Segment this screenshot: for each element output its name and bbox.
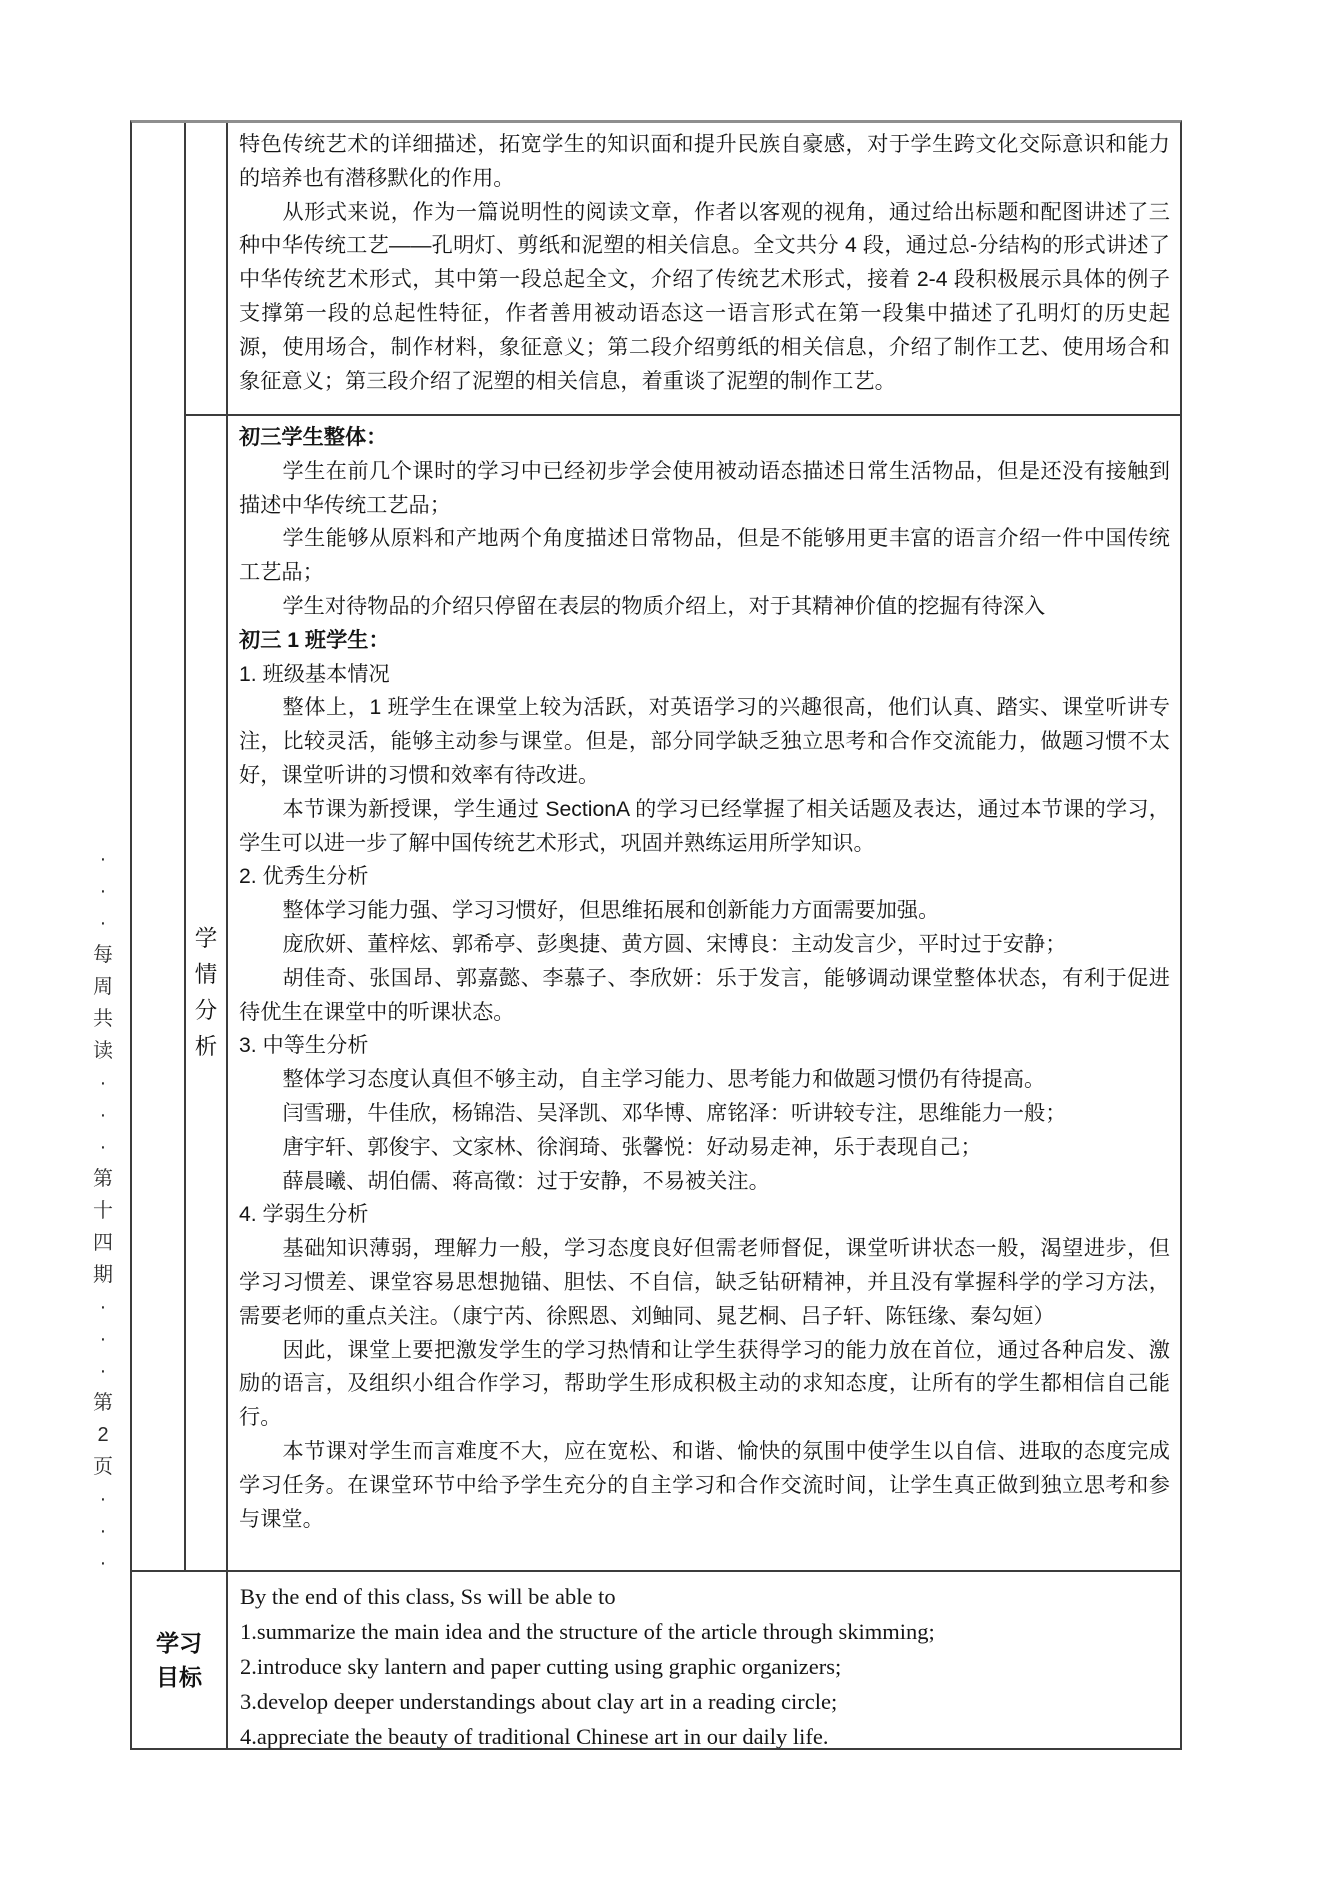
row-label-empty-cell [132, 123, 186, 1572]
paragraph: 初三学生整体： [239, 426, 388, 449]
margin-note-char: · [99, 1552, 107, 1574]
learning-objectives-label-cell [132, 1572, 228, 1748]
paragraph: 唐宇轩、郭俊宇、文家林、徐润琦、张馨悦：好动易走神，乐于表现自己； [282, 1135, 982, 1159]
learning-objectives-content [228, 1572, 1180, 1748]
margin-note-char: 页 [93, 1456, 113, 1478]
paragraph: 初三 1 班学生： [239, 628, 390, 652]
margin-note-char: 每 [93, 944, 113, 966]
objective-line: 1.summarize the main idea and the structure of the article through skimming; [240, 1619, 935, 1644]
margin-note-char: · [99, 1520, 107, 1542]
margin-note-char: 期 [93, 1264, 113, 1286]
margin-note-char: · [99, 880, 107, 902]
label-line: 目标 [156, 1664, 202, 1690]
lesson-plan-table [130, 120, 1182, 1750]
paragraph: 整体学习能力强、学习习惯好，但思维拓展和创新能力方面需要加强。 [282, 899, 940, 923]
paragraph: 因此，课堂上要把激发学生的学习热情和让学生获得学习的能力放在首位，通过各种启发、激励的语言，及组织小组合作学习，帮助学生形成积极主动的求知态度，让所有的学生都相信自己能行。 [239, 1338, 1170, 1430]
margin-note-char: 2 [97, 1424, 109, 1446]
paragraph: 整体上，1 班学生在课堂上较为活跃，对英语学习的兴趣很高，他们认真、踏实、课堂听讲专注，比较灵活，能够主动参与课堂。但是，部分同学缺乏独立思考和合作交流能力，做题习惯不太好，课堂听讲的习惯和效率有待改进。 [239, 696, 1170, 787]
margin-note [86, 843, 120, 1579]
paragraph: 庞欣妍、董梓炫、郭希亭、彭奥捷、黄方圆、宋博良：主动发言少，平时过于安静； [282, 932, 1067, 956]
margin-note-char: · [99, 1136, 107, 1158]
student-analysis-label-cell [186, 416, 228, 1572]
paragraph: 胡佳奇、张国昂、郭嘉懿、李慕子、李欣妍：乐于发言，能够调动课堂整体状态，有利于促进待优生在课堂中的听课状态。 [239, 966, 1170, 1024]
paragraph: 基础知识薄弱，理解力一般，学习态度良好但需老师督促，课堂听讲状态一般，渴望进步，但学习习惯差、课堂容易思想抛锚、胆怯、不自信，缺乏钻研精神，并且没有掌握科学的学习方法，需要老师的重点关注。（康宁芮、徐熙恩、刘鲉同、晁艺桐、吕子轩、陈钰缘、秦勾姮） [239, 1237, 1170, 1328]
paragraph: 学生对待物品的介绍只停留在表层的物质介绍上，对于其精神价值的挖掘有待深入 [282, 594, 1046, 618]
paragraph: 本节课为新授课，学生通过 SectionA 的学习已经掌握了相关话题及表达，通过本节课的学习，学生可以进一步了解中国传统艺术形式，巩固并熟练运用所学知识。 [239, 797, 1170, 855]
margin-note-char: · [99, 1488, 107, 1510]
paragraph: 整体学习态度认真但不够主动，自主学习能力、思考能力和做题习惯仍有待提高。 [282, 1068, 1046, 1092]
row1-label-empty-cell [186, 123, 228, 416]
label-line: 学习 [156, 1630, 202, 1656]
margin-note-char: 周 [93, 976, 113, 998]
margin-note-char: 第 [93, 1168, 113, 1190]
paragraph: 学生在前几个课时的学习中已经初步学会使用被动语态描述日常生活物品，但是还没有接触到描述中华传统工艺品； [239, 459, 1170, 517]
margin-note-char: 四 [93, 1232, 113, 1254]
label-char: 情 [194, 962, 218, 987]
margin-note-char: · [99, 1296, 107, 1318]
paragraph: 2. 优秀生分析 [239, 865, 369, 889]
paragraph: 4. 学弱生分析 [239, 1203, 369, 1227]
label-char: 分 [194, 998, 218, 1023]
margin-note-char: 共 [93, 1008, 113, 1030]
objective-line: 2.introduce sky lantern and paper cutting using graphic organizers; [240, 1654, 842, 1679]
margin-note-char: · [99, 848, 107, 870]
margin-note-char: · [99, 1072, 107, 1094]
objective-line: 4.appreciate the beauty of traditional Chinese art in our daily life. [240, 1724, 829, 1748]
margin-note-char: · [99, 1360, 107, 1382]
label-char: 析 [194, 1034, 218, 1059]
paragraph: 本节课对学生而言难度不大，应在宽松、和谐、愉快的氛围中使学生以自信、进取的态度完成学习任务。在课堂环节中给予学生充分的自主学习和合作交流时间，让学生真正做到独立思考和参与课堂。 [239, 1439, 1170, 1531]
paragraph: 1. 班级基本情况 [239, 662, 390, 686]
margin-note-char: · [99, 912, 107, 934]
student-analysis-label [186, 416, 226, 1570]
textbook-analysis-continued-content [228, 123, 1180, 416]
paragraph: 特色传统艺术的详细描述，拓宽学生的知识面和提升民族自豪感，对于学生跨文化交际意识和能力的培养也有潜移默化的作用。 [239, 133, 1170, 190]
objective-line: By the end of this class, Ss will be able to [240, 1584, 616, 1609]
paragraph: 3. 中等生分析 [239, 1034, 369, 1058]
margin-note-char: 读 [93, 1040, 113, 1062]
objective-line: 3.develop deeper understandings about clay art in a reading circle; [240, 1689, 838, 1714]
student-analysis-content [228, 416, 1180, 1572]
margin-note-char: · [99, 1328, 107, 1350]
learning-objectives-label [132, 1572, 226, 1748]
margin-note-char: · [99, 1104, 107, 1126]
margin-note-char: 第 [93, 1392, 113, 1414]
margin-note-char: 十 [93, 1200, 113, 1222]
label-char: 学 [194, 926, 218, 951]
paragraph: 薛晨曦、胡伯儒、蒋高徵：过于安静，不易被关注。 [282, 1169, 770, 1193]
paragraph: 闫雪珊，牛佳欣，杨锦浩、吴泽凯、邓华博、席铭泽：听讲较专注，思维能力一般； [282, 1101, 1067, 1125]
paragraph: 学生能够从原料和产地两个角度描述日常物品，但是不能够用更丰富的语言介绍一件中国传统工艺品； [239, 527, 1170, 585]
paragraph: 从形式来说，作为一篇说明性的阅读文章，作者以客观的视角，通过给出标题和配图讲述了三种中华传统工艺——孔明灯、剪纸和泥塑的相关信息。全文共分 4 段，通过总-分结构的形式讲述了中华传统艺术形式，其中第一段总起全文，介绍了传统艺术形式，接着 2-4 段积极展示具体的例子支撑第一段的总起性特征，作者善用被动语态这一语言形式在第一段集中描述了孔明灯的历史起源，使用场合，制作材料，象征意义；第二段介绍剪纸的相关信息，介绍了制作工艺、使用场合和象征意义；第三段介绍了泥塑的相关信息，着重谈了泥塑的制作工艺。 [239, 200, 1170, 393]
